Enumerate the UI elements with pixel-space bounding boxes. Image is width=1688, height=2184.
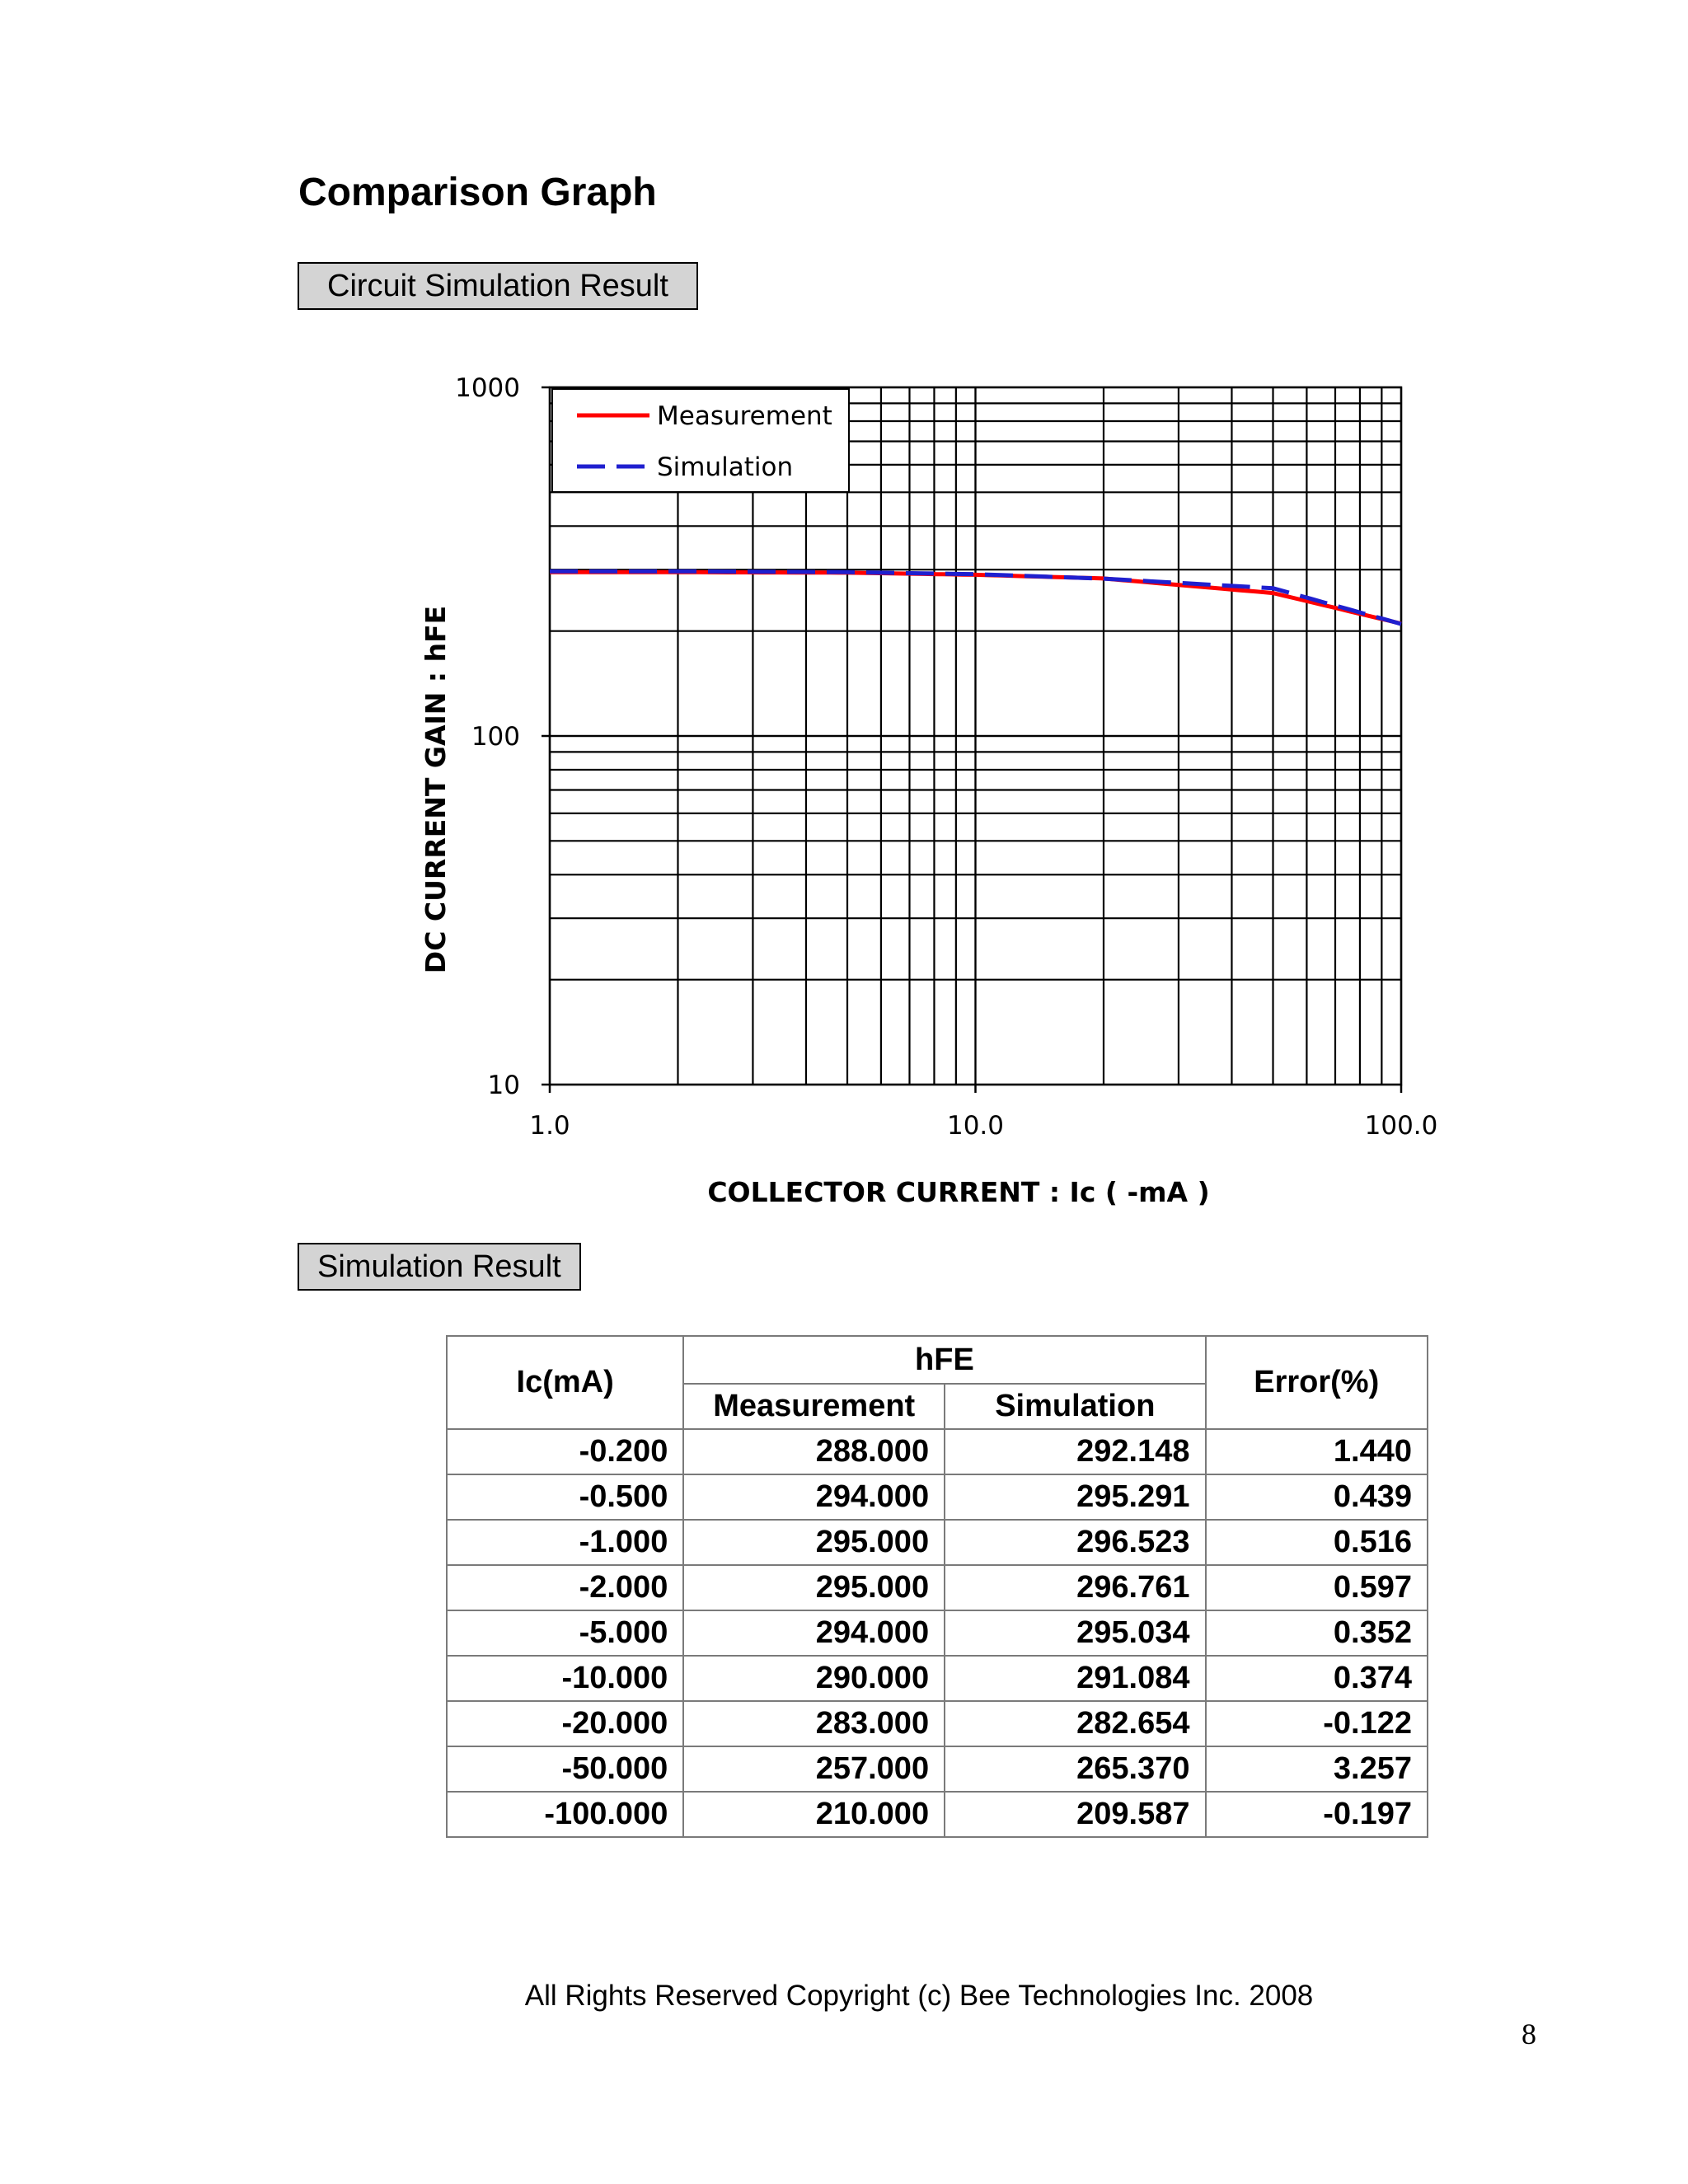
cell-measurement: 295.000 (683, 1520, 945, 1565)
table-row (447, 1520, 1428, 1565)
table-body (447, 1429, 1428, 1837)
cell-ic: -100.000 (447, 1792, 683, 1837)
cell-simulation: 296.523 (945, 1520, 1205, 1565)
table-row (447, 1565, 1428, 1610)
page-title: Comparison Graph (298, 171, 657, 214)
table-row (447, 1701, 1428, 1746)
cell-ic: -50.000 (447, 1746, 683, 1792)
x-tick-label: 10.0 (946, 1111, 1005, 1141)
cell-simulation: 292.148 (945, 1429, 1205, 1474)
legend-label-measurement: Measurement (657, 401, 832, 431)
x-tick-label: 1.0 (529, 1111, 570, 1141)
header-ic: Ic(mA) (447, 1336, 683, 1429)
cell-ic: -20.000 (447, 1701, 683, 1746)
cell-error: -0.197 (1206, 1792, 1428, 1837)
simulation-result-label: Simulation Result (298, 1243, 581, 1291)
page-number: 8 (1522, 2018, 1536, 2050)
cell-ic: -0.500 (447, 1474, 683, 1520)
x-tick-label: 100.0 (1364, 1111, 1438, 1141)
legend-label-simulation: Simulation (657, 452, 794, 482)
cell-simulation: 282.654 (945, 1701, 1205, 1746)
cell-ic: -1.000 (447, 1520, 683, 1565)
y-tick-label: 10 (487, 1071, 520, 1100)
cell-error: -0.122 (1206, 1701, 1428, 1746)
header-error: Error(%) (1206, 1336, 1428, 1429)
cell-measurement: 290.000 (683, 1656, 945, 1701)
copyright-footer: All Rights Reserved Copyright (c) Bee Technologies Inc. 2008 (524, 1980, 1314, 2012)
cell-error: 0.597 (1206, 1565, 1428, 1610)
header-measurement: Measurement (683, 1384, 945, 1429)
cell-measurement: 283.000 (683, 1701, 945, 1746)
cell-error: 0.352 (1206, 1610, 1428, 1656)
hfe-vs-ic-chart (387, 354, 1459, 1220)
cell-measurement: 295.000 (683, 1565, 945, 1610)
cell-simulation: 296.761 (945, 1565, 1205, 1610)
cell-simulation: 265.370 (945, 1746, 1205, 1792)
cell-simulation: 295.034 (945, 1610, 1205, 1656)
y-tick-label: 100 (471, 722, 520, 752)
table-row (447, 1792, 1428, 1837)
cell-measurement: 210.000 (683, 1792, 945, 1837)
cell-error: 3.257 (1206, 1746, 1428, 1792)
cell-measurement: 294.000 (683, 1474, 945, 1520)
cell-error: 1.440 (1206, 1429, 1428, 1474)
header-simulation: Simulation (945, 1384, 1205, 1429)
x-axis-label: COLLECTOR CURRENT : Ic ( -mA ) (707, 1176, 1210, 1208)
y-tick-label: 1000 (455, 373, 520, 403)
cell-ic: -10.000 (447, 1656, 683, 1701)
cell-ic: -2.000 (447, 1565, 683, 1610)
cell-ic: -0.200 (447, 1429, 683, 1474)
cell-measurement: 288.000 (683, 1429, 945, 1474)
simulation-result-table (446, 1335, 1428, 1838)
cell-measurement: 294.000 (683, 1610, 945, 1656)
table-row (447, 1429, 1428, 1474)
cell-simulation: 291.084 (945, 1656, 1205, 1701)
table-row (447, 1746, 1428, 1792)
table-row (447, 1610, 1428, 1656)
cell-simulation: 295.291 (945, 1474, 1205, 1520)
cell-ic: -5.000 (447, 1610, 683, 1656)
chart-legend (552, 389, 849, 492)
cell-error: 0.516 (1206, 1520, 1428, 1565)
circuit-simulation-result-label: Circuit Simulation Result (298, 262, 698, 310)
table-row (447, 1656, 1428, 1701)
cell-error: 0.439 (1206, 1474, 1428, 1520)
cell-error: 0.374 (1206, 1656, 1428, 1701)
cell-measurement: 257.000 (683, 1746, 945, 1792)
y-axis-label: DC CURRENT GAIN : hFE (420, 605, 452, 974)
table-row (447, 1474, 1428, 1520)
header-hfe: hFE (683, 1336, 1205, 1384)
cell-simulation: 209.587 (945, 1792, 1205, 1837)
